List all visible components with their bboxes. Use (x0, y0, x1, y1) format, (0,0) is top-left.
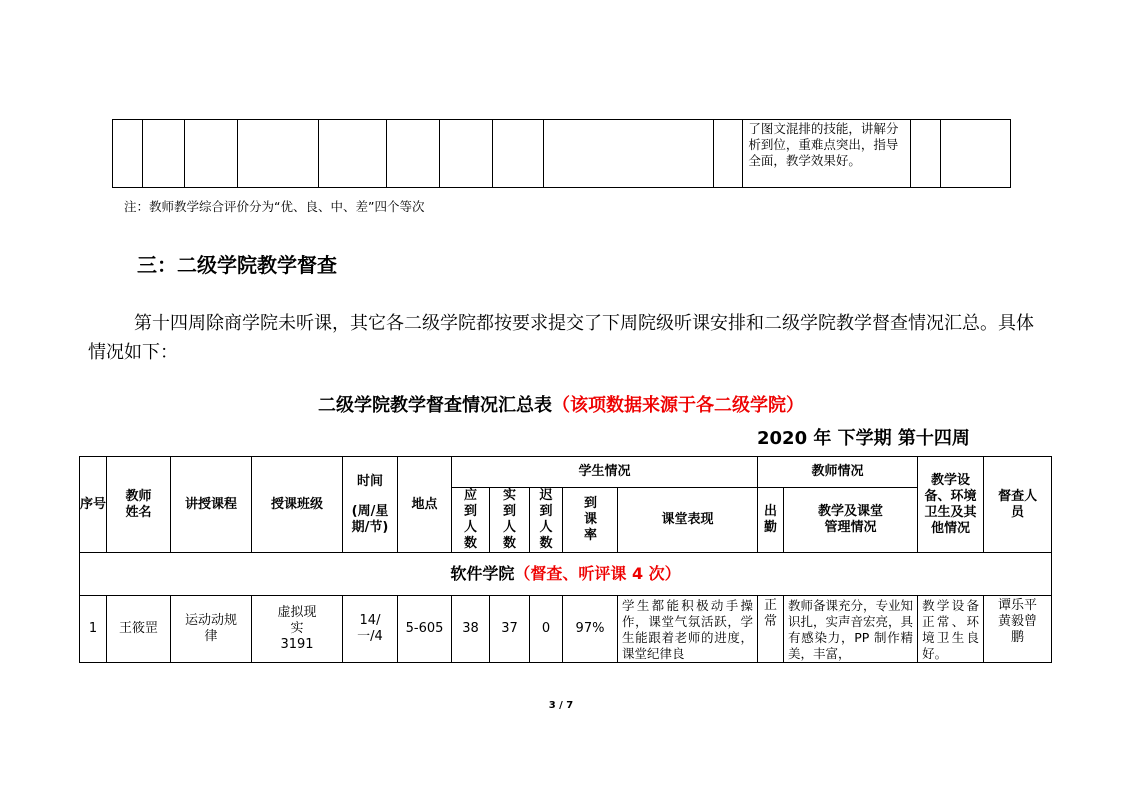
header-actual: 实到人数 (490, 488, 530, 553)
cell-supervisors: 谭乐平黄毅曾鹏 (984, 596, 1052, 663)
college-note: （督查、听评课 4 次） (514, 564, 681, 583)
table-cell (238, 120, 319, 188)
header-attendance-rate: 到课率 (563, 488, 618, 553)
table-cell (713, 120, 743, 188)
page-number: 3 / 7 (548, 700, 574, 711)
cell-teaching: 教师备课充分，专业知识扎，实声音宏亮，具有感染力，PP 制作精美，丰富， (784, 596, 918, 663)
college-name: 软件学院 (450, 564, 515, 583)
table-cell (492, 120, 543, 188)
header-seq: 序号 (80, 457, 107, 553)
cell-class: 虚拟现实3191 (252, 596, 343, 663)
header-equipment: 教学设备、环境卫生及其他情况 (918, 457, 984, 553)
cell-late: 0 (530, 596, 563, 663)
header-student-group: 学生情况 (452, 457, 758, 488)
header-supervisor: 督查人员 (984, 457, 1052, 553)
header-time (343, 457, 398, 553)
table-title (0, 391, 1122, 417)
header-course: 讲授课程 (171, 457, 252, 553)
table-cell (940, 120, 1010, 188)
header-expected: 应到人数 (452, 488, 490, 553)
header-time-format: (周/星期/节) (351, 503, 389, 535)
table-title-main: 二级学院教学督查情况汇总表 (318, 395, 552, 416)
header-teacher-group: 教师情况 (758, 457, 918, 488)
evaluation-note: 注：教师教学综合评价分为“优、良、中、差”四个等次 (124, 199, 425, 214)
table-cell (911, 120, 941, 188)
college-row (80, 553, 1052, 596)
cell-time: 14/一/4 (343, 596, 398, 663)
cell-location: 5-605 (398, 596, 452, 663)
header-late: 迟到人数 (530, 488, 563, 553)
table-cell (543, 120, 713, 188)
table-cell (439, 120, 492, 188)
cell-course: 运动动规律 (171, 596, 252, 663)
cell-teacher: 王筱罡 (107, 596, 171, 663)
table-cell (113, 120, 143, 188)
header-teaching-mgmt: 教学及课堂管理情况 (784, 488, 918, 553)
header-classroom: 课堂表现 (618, 488, 758, 553)
header-class: 授课班级 (252, 457, 343, 553)
summary-paragraph: 第十四周除商学院未听课，其它各二级学院都按要求提交了下周院级听课安排和二级学院教学督查情况汇总。具体情况如下： (88, 313, 1034, 363)
section-heading: 三：二级学院教学督查 (137, 253, 337, 277)
cell-actual: 37 (490, 596, 530, 663)
term-week-label: 2020 年 下学期 第十四周 (757, 428, 970, 449)
cell-seq: 1 (80, 596, 107, 663)
evaluation-text: 了图文混排的技能，讲解分析到位，重难点突出，指导全面，教学效果好。 (743, 120, 911, 188)
supervision-summary-table (79, 456, 1052, 663)
table-row (80, 596, 1052, 663)
table-cell (185, 120, 238, 188)
table-cell (142, 120, 184, 188)
table-cell (386, 120, 439, 188)
header-time-label: 时间 (356, 473, 383, 489)
cell-present: 正常 (758, 596, 784, 663)
cell-rate: 97% (563, 596, 618, 663)
cell-classroom: 学生都能积极动手操作，课堂气氛活跃，学生能跟着老师的进度，课堂纪律良 (618, 596, 758, 663)
header-teacher: 教师姓名 (107, 457, 171, 553)
table-cell (318, 120, 386, 188)
header-present: 出勤 (758, 488, 784, 553)
evaluation-table-continuation (112, 119, 1011, 188)
cell-equipment: 教学设备正常、环境卫生良好。 (918, 596, 984, 663)
table-title-source-note: （该项数据来源于各二级学院） (552, 395, 804, 416)
cell-expected: 38 (452, 596, 490, 663)
header-location: 地点 (398, 457, 452, 553)
